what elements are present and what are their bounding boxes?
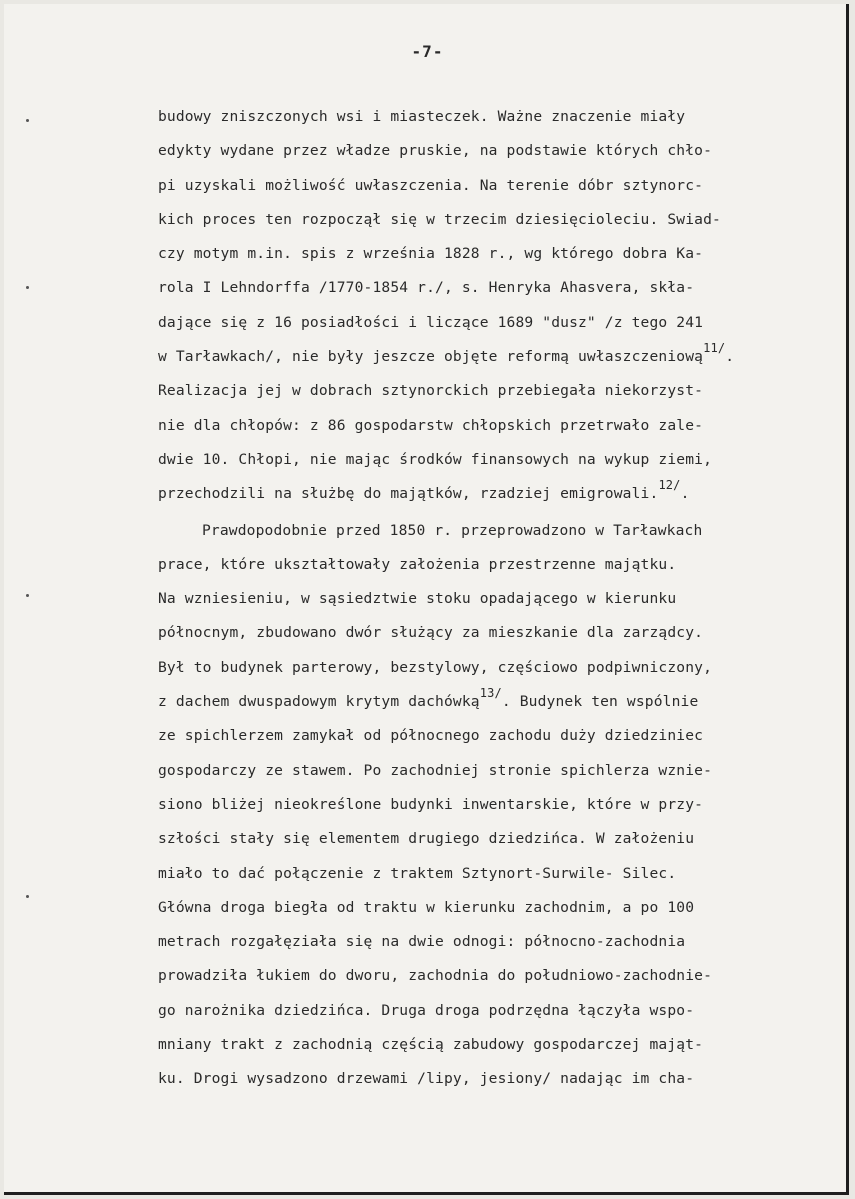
text-line bbox=[158, 959, 808, 993]
line-text: Realizacja jej w dobrach sztynorckich przebiegała niekorzyst- bbox=[158, 382, 704, 400]
line-text: nie dla chłopów: z 86 gospodarstw chłopskich przetrwało zale- bbox=[158, 416, 704, 434]
footnote-reference: 11/ bbox=[703, 341, 726, 356]
line-text: prowadziła łukiem do dworu, zachodnia do południowo-zachodnie- bbox=[158, 967, 713, 985]
text-line bbox=[158, 616, 808, 650]
line-text: rola I Lehndorffa /1770-1854 r./, s. Henryka Ahasvera, skła- bbox=[158, 279, 695, 297]
text-line bbox=[158, 514, 808, 548]
text-line bbox=[158, 822, 808, 856]
text-line bbox=[158, 685, 808, 719]
line-text: Był to budynek parterowy, bezstylowy, częściowo podpiwniczony, bbox=[158, 658, 713, 676]
margin-mark bbox=[26, 895, 29, 898]
text-line bbox=[158, 374, 808, 408]
page-number: -7- bbox=[411, 42, 444, 61]
text-line bbox=[158, 719, 808, 753]
line-text: metrach rozgałęziała się na dwie odnogi: północno-zachodnia bbox=[158, 933, 686, 951]
line-text: miało to dać połączenie z traktem Sztynort-Surwile- Silec. bbox=[158, 864, 677, 882]
text-line bbox=[158, 306, 808, 340]
text-line bbox=[158, 443, 808, 477]
text-line bbox=[158, 651, 808, 685]
footnote-reference: 12/ bbox=[658, 478, 681, 493]
line-text: z dachem dwuspadowym krytym dachówką bbox=[158, 693, 480, 711]
text-line bbox=[158, 203, 808, 237]
text-line bbox=[158, 754, 808, 788]
line-text: przechodzili na służbę do majątków, rzadziej emigrowali. bbox=[158, 485, 659, 503]
margin-mark bbox=[26, 594, 29, 597]
line-text: mniany trakt z zachodnią częścią zabudowy gospodarczej mająt- bbox=[158, 1036, 704, 1054]
line-text: dwie 10. Chłopi, nie mając środków finansowych na wykup ziemi, bbox=[158, 450, 713, 468]
line-text-continued: . Budynek ten wspólnie bbox=[501, 693, 699, 711]
text-line bbox=[158, 582, 808, 616]
line-text: dające się z 16 posiadłości i liczące 1689 "dusz" /z tego 241 bbox=[158, 313, 704, 331]
text-line bbox=[158, 857, 808, 891]
text-line bbox=[158, 477, 808, 511]
text-line bbox=[158, 1028, 808, 1062]
text-line bbox=[158, 271, 808, 305]
text-line bbox=[158, 409, 808, 443]
line-text: gospodarczy ze stawem. Po zachodniej stronie spichlerza wznie- bbox=[158, 761, 713, 779]
text-line bbox=[158, 1062, 808, 1096]
text-line bbox=[158, 788, 808, 822]
text-line bbox=[158, 891, 808, 925]
text-line bbox=[158, 134, 808, 168]
line-text: północnym, zbudowano dwór służący za mieszkanie dla zarządcy. bbox=[158, 624, 704, 642]
line-text-continued: . bbox=[680, 485, 690, 503]
line-text: pi uzyskali możliwość uwłaszczenia. Na terenie dóbr sztynorc- bbox=[158, 176, 704, 194]
line-text: Główna droga biegła od traktu w kierunku zachodnim, a po 100 bbox=[158, 898, 695, 916]
line-text: Na wzniesieniu, w sąsiedztwie stoku opadającego w kierunku bbox=[158, 590, 677, 608]
line-text: ze spichlerzem zamykał od północnego zachodu duży dziedziniec bbox=[158, 727, 704, 745]
line-text: go narożnika dziedzińca. Druga droga podrzędna łączyła wspo- bbox=[158, 1001, 695, 1019]
text-line bbox=[158, 237, 808, 271]
text-line bbox=[158, 548, 808, 582]
line-text: w Tarławkach/, nie były jeszcze objęte reformą uwłaszczeniową bbox=[158, 348, 704, 366]
line-text: kich proces ten rozpoczął się w trzecim dziesięcioleciu. Swiad- bbox=[158, 210, 721, 228]
line-text: prace, które ukształtowały założenia przestrzenne majątku. bbox=[158, 555, 677, 573]
footnote-reference: 13/ bbox=[479, 686, 502, 701]
text-line bbox=[158, 925, 808, 959]
line-text: Prawdopodobnie przed 1850 r. przeprowadzono w Tarławkach bbox=[202, 521, 703, 539]
line-text: czy motym m.in. spis z września 1828 r., wg którego dobra Ka- bbox=[158, 245, 704, 263]
line-text: edykty wydane przez władze pruskie, na podstawie których chło- bbox=[158, 142, 713, 160]
body-text bbox=[158, 100, 808, 1097]
line-text: budowy zniszczonych wsi i miasteczek. Ważne znaczenie miały bbox=[158, 108, 686, 125]
text-line bbox=[158, 169, 808, 203]
margin-mark bbox=[26, 119, 29, 122]
margin-mark bbox=[26, 286, 29, 289]
line-text: siono bliżej nieokreślone budynki inwentarskie, które w przy- bbox=[158, 795, 704, 813]
line-text-continued: . bbox=[725, 348, 735, 366]
line-text: ku. Drogi wysadzono drzewami /lipy, jesiony/ nadając im cha- bbox=[158, 1070, 695, 1088]
line-text: szłości stały się elementem drugiego dziedzińca. W założeniu bbox=[158, 830, 695, 848]
text-line bbox=[158, 994, 808, 1028]
text-line bbox=[158, 100, 808, 134]
text-line bbox=[158, 340, 808, 374]
